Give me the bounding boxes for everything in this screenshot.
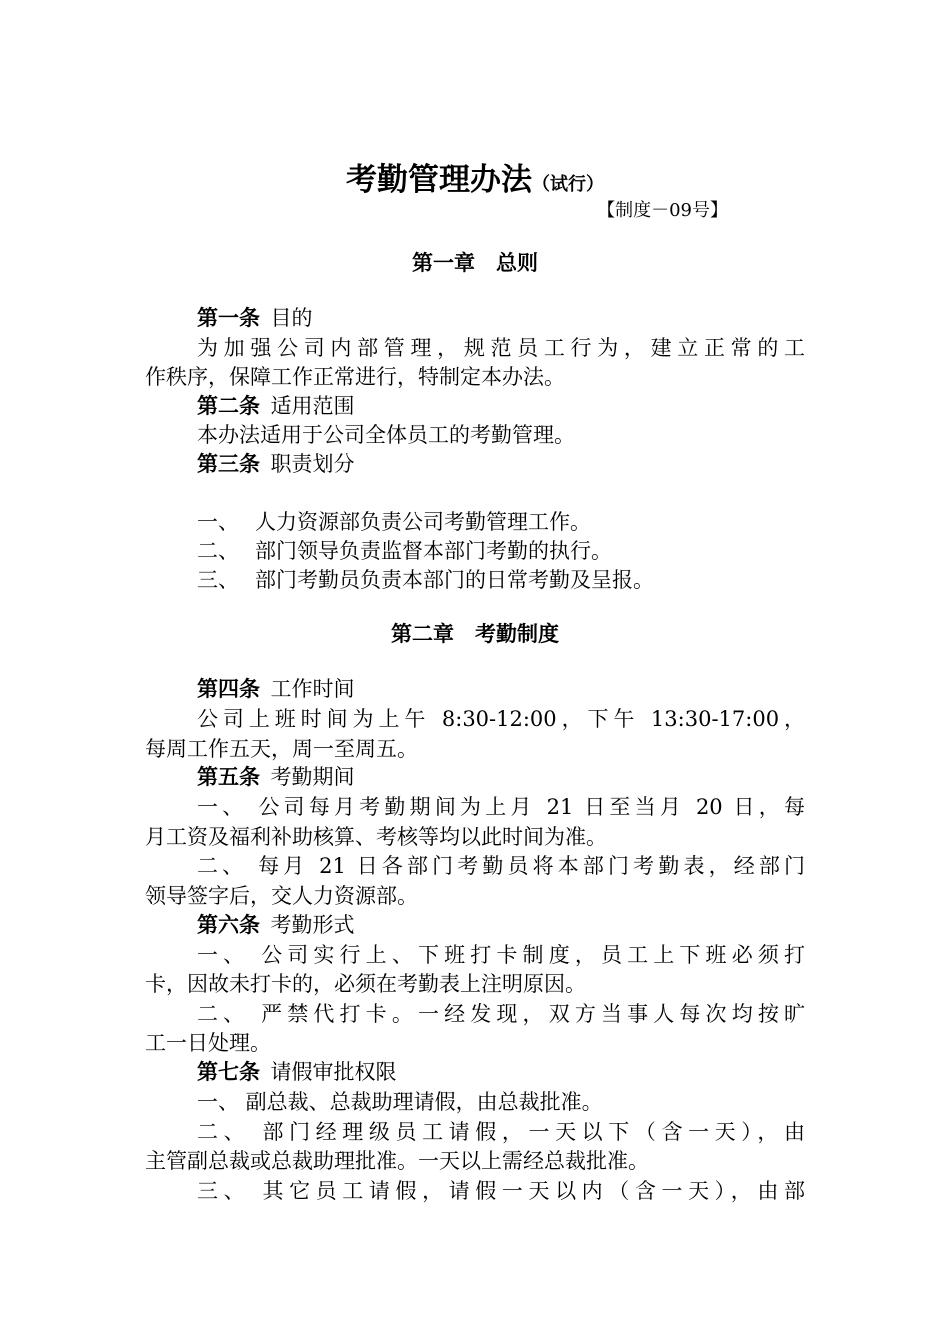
list-item xyxy=(197,565,654,595)
article-label: 第一条 xyxy=(197,305,260,330)
article-6-item-line: 工一日处理。 xyxy=(145,1031,271,1055)
article-6-item-line: 一、 公司实行上、下班打卡制度，员工上下班必须打 xyxy=(197,943,805,967)
article-5-item-line: 一、 公司每月考勤期间为上月 21 日至当月 20 日，每 xyxy=(197,795,805,819)
article-6-item-line: 二、 严禁代打卡。一经发现，双方当事人每次均按旷 xyxy=(197,1002,805,1026)
article-title: 适用范围 xyxy=(270,394,355,418)
article-label: 第三条 xyxy=(197,451,260,476)
article-4-heading xyxy=(197,674,355,704)
article-4-paragraph-line: 公司上班时间为上午 8:30-12:00，下午 13:30-17:00， xyxy=(197,707,805,731)
article-title: 考勤形式 xyxy=(270,913,355,937)
article-label: 第六条 xyxy=(197,912,260,937)
title-main: 考勤管理办法 xyxy=(346,162,532,198)
chapter-2-heading: 第二章 考勤制度 xyxy=(391,621,559,646)
article-label: 第五条 xyxy=(197,764,260,789)
article-7-item-line: 二、 部门经理级员工请假，一天以下（含一天），由 xyxy=(197,1120,805,1144)
article-label: 第七条 xyxy=(197,1059,260,1084)
article-title: 工作时间 xyxy=(270,677,355,701)
list-item-number: 二、 xyxy=(197,539,239,563)
article-3-heading xyxy=(197,449,355,479)
chapter-1-heading: 第一章 总则 xyxy=(412,250,538,275)
article-5-item-line: 月工资及福利补助核算、考核等均以此时间为准。 xyxy=(145,825,607,849)
article-2-heading xyxy=(197,391,355,421)
article-5-heading xyxy=(197,762,355,792)
article-4-paragraph-line: 每周工作五天，周一至周五。 xyxy=(145,737,418,761)
article-label: 第二条 xyxy=(197,393,260,418)
article-1-paragraph-line: 为加强公司内部管理，规范员工行为，建立正常的工 xyxy=(197,336,805,360)
article-title: 目的 xyxy=(270,306,313,330)
article-1-heading xyxy=(197,303,313,333)
article-5-item-line: 二、 每月 21 日各部门考勤员将本部门考勤表，经部门 xyxy=(197,854,805,878)
article-7-item-line: 一、 副总裁、总裁助理请假，由总裁批准。 xyxy=(197,1090,603,1114)
list-item-text: 部门领导负责监督本部门考勤的执行。 xyxy=(255,539,612,563)
article-6-item-line: 卡，因故未打卡的，必须在考勤表上注明原因。 xyxy=(145,972,586,996)
article-2-paragraph-line: 本办法适用于公司全体员工的考勤管理。 xyxy=(197,423,575,447)
article-title: 考勤期间 xyxy=(270,765,355,789)
list-item xyxy=(197,507,591,537)
document-number: 【制度－09号】 xyxy=(597,200,728,221)
article-7-item-line: 主管副总裁或总裁助理批准。一天以上需经总裁批准。 xyxy=(145,1149,649,1173)
title-suffix: （试行） xyxy=(532,174,604,195)
article-7-heading xyxy=(197,1057,397,1087)
list-item-text: 人力资源部负责公司考勤管理工作。 xyxy=(255,510,591,534)
list-item-text: 部门考勤员负责本部门的日常考勤及呈报。 xyxy=(255,568,654,592)
list-item-number: 三、 xyxy=(197,568,239,592)
list-item-number: 一、 xyxy=(197,510,239,534)
article-label: 第四条 xyxy=(197,676,260,701)
article-title: 职责划分 xyxy=(270,452,355,476)
article-5-item-line: 领导签字后，交人力资源部。 xyxy=(145,884,418,908)
list-item xyxy=(197,536,612,566)
article-title: 请假审批权限 xyxy=(270,1060,397,1084)
article-7-item-line: 三、 其它员工请假，请假一天以内（含一天），由部 xyxy=(197,1179,805,1203)
document-title xyxy=(0,158,950,207)
article-6-heading xyxy=(197,910,355,940)
article-1-paragraph-line: 作秩序，保障工作正常进行，特制定本办法。 xyxy=(145,365,565,389)
